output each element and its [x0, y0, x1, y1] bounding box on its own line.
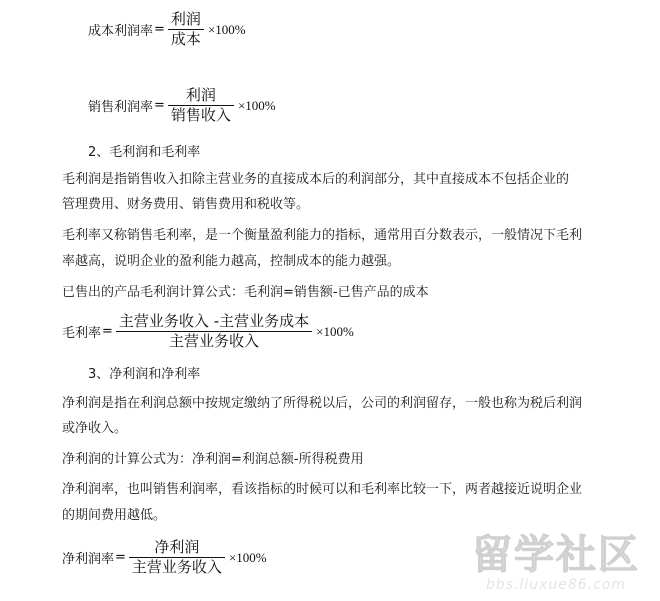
fraction-numerator: 净利润 — [154, 538, 200, 556]
section-heading-gross-profit: 2、毛利润和毛利率 — [88, 145, 201, 160]
paragraph-net-profit-def-line2: 或净收入。 — [62, 421, 128, 436]
paragraph-net-margin-def-line2: 的期间费用越低。 — [62, 508, 167, 523]
formula-lhs: 销售利润率 — [88, 100, 154, 115]
equals-sign: = — [102, 324, 113, 339]
equals-sign: = — [115, 550, 126, 565]
paragraph-gross-margin-def-line2: 率越高，说明企业的盈利能力越高，控制成本的能力越强。 — [62, 254, 401, 269]
fraction-denominator: 主营业务收入 — [131, 558, 222, 576]
times-100-percent: ×100% — [316, 323, 354, 339]
watermark — [472, 533, 640, 593]
formula-lhs: 毛利率 — [62, 326, 102, 341]
section-heading-net-profit: 3、净利润和净利率 — [88, 367, 201, 382]
times-100-percent: ×100% — [237, 97, 276, 113]
times-100-percent: ×100% — [228, 549, 267, 565]
fraction-numerator: 主营业务收入 -主营业务成本 — [118, 312, 310, 330]
equals-sign: = — [154, 98, 165, 113]
fraction-denominator: 成本 — [170, 30, 201, 48]
paragraph-net-margin-def-line1: 净利润率，也叫销售利润率，看该指标的时候可以和毛利率比较一下，两者越接近说明企业 — [62, 482, 583, 497]
fraction — [168, 10, 204, 49]
formula-gross-margin — [62, 312, 354, 351]
formula-cost-profit-rate — [88, 10, 246, 49]
fraction — [116, 312, 312, 351]
formula-lhs: 成本利润率 — [88, 24, 154, 39]
formula-net-margin — [62, 538, 267, 577]
paragraph-gross-profit-def-line1: 毛利润是指销售收入扣除主营业务的直接成本后的利润部分，其中直接成本不包括企业的 — [62, 172, 570, 187]
paragraph-gross-profit-formula: 已售出的产品毛利润计算公式：毛利润=销售额-已售产品的成本 — [62, 285, 429, 300]
watermark-logo: 留学社区 — [472, 532, 640, 578]
fraction-numerator: 利润 — [170, 10, 201, 28]
fraction — [129, 538, 225, 577]
times-100-percent: ×100% — [207, 21, 246, 37]
fraction-denominator: 销售收入 — [170, 106, 231, 124]
paragraph-net-profit-formula: 净利润的计算公式为：净利润=利润总额-所得税费用 — [62, 452, 364, 467]
paragraph-net-profit-def-line1: 净利润是指在利润总额中按规定缴纳了所得税以后，公司的利润留存，一般也称为税后利润 — [62, 396, 583, 411]
paragraph-gross-margin-def-line1: 毛利率又称销售毛利率，是一个衡量盈利能力的指标，通常用百分数表示，一般情况下毛利 — [62, 228, 583, 243]
fraction-denominator: 主营业务收入 — [169, 332, 260, 350]
formula-sales-profit-rate — [88, 86, 276, 125]
equals-sign: = — [154, 22, 165, 37]
watermark-url: bbs.liuxue86.com — [485, 577, 627, 593]
fraction — [168, 86, 234, 125]
fraction-numerator: 利润 — [185, 86, 216, 104]
paragraph-gross-profit-def-line2: 管理费用、财务费用、销售费用和税收等。 — [62, 197, 310, 212]
formula-lhs: 净利润率 — [62, 552, 115, 567]
